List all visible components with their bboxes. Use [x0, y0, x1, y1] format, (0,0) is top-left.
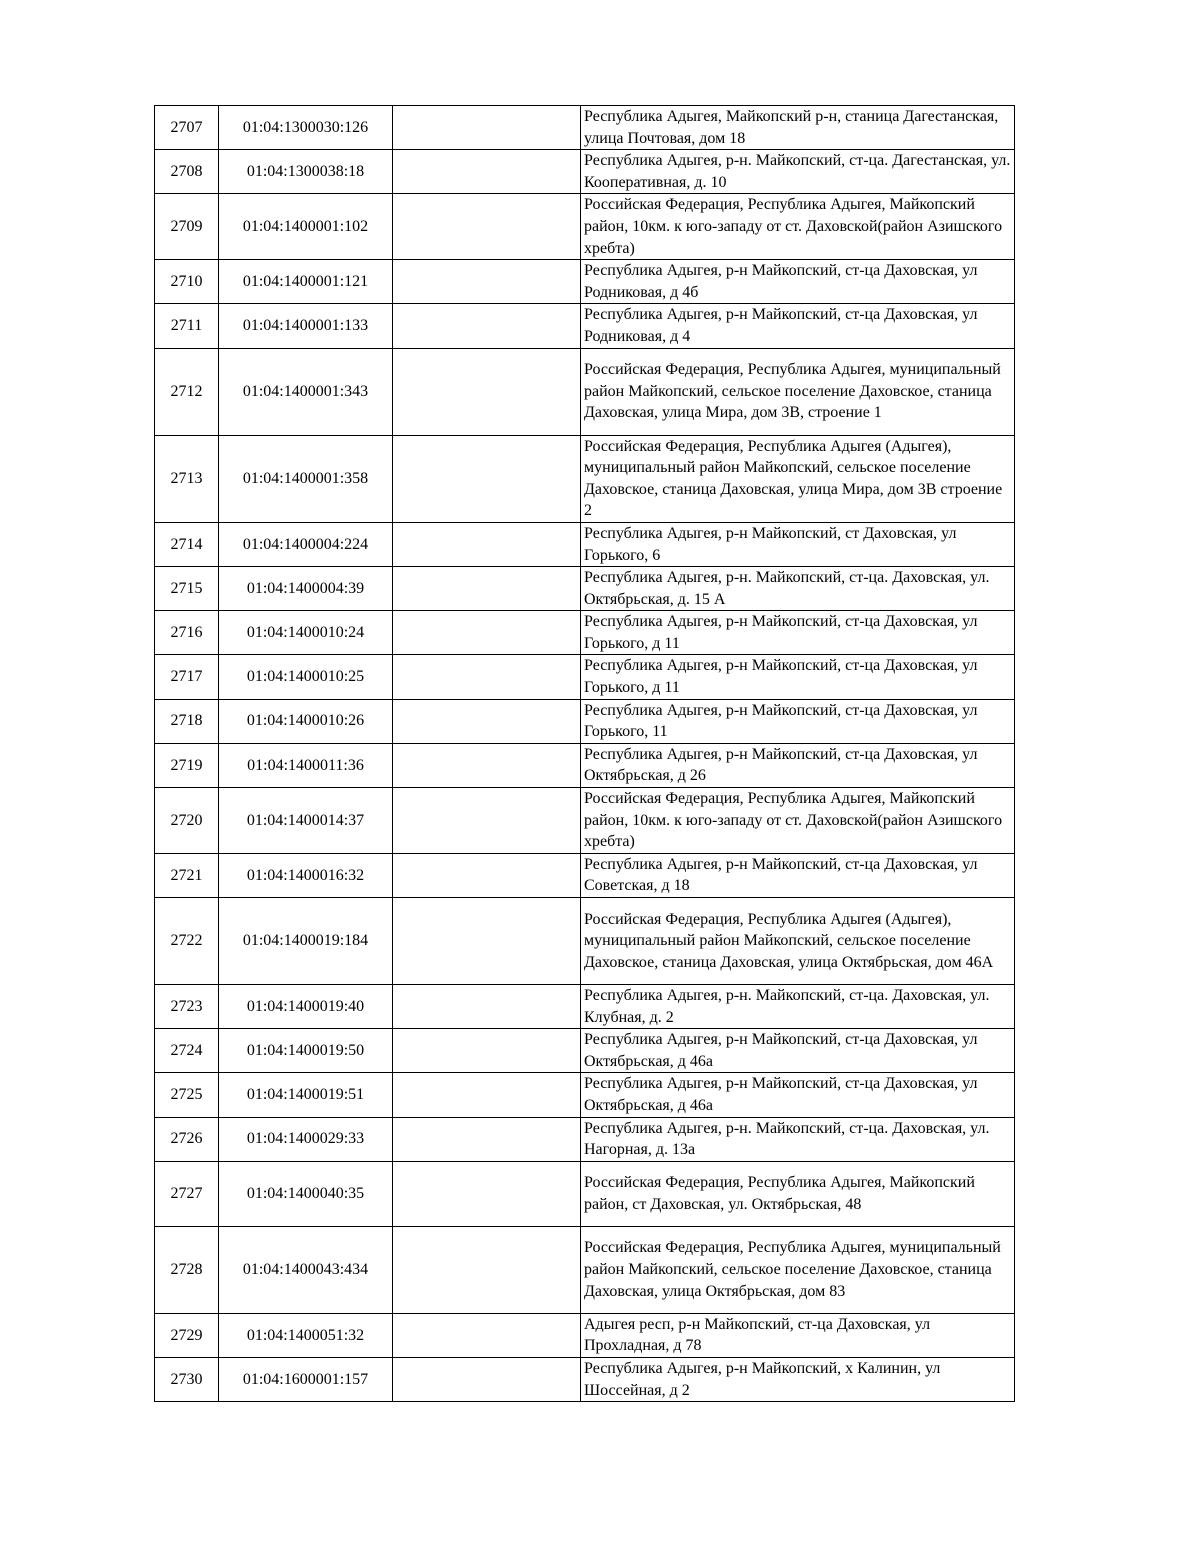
table-row [155, 788, 1015, 854]
cadastral-number-cell: 01:04:1400010:24 [219, 611, 393, 655]
empty-cell [393, 150, 581, 194]
table-row [155, 1073, 1015, 1117]
empty-cell [393, 1161, 581, 1226]
table-row [155, 522, 1015, 566]
row-number-cell: 2726 [155, 1117, 219, 1161]
empty-cell [393, 1226, 581, 1313]
cadastral-number-cell: 01:04:1400010:26 [219, 699, 393, 743]
empty-cell [393, 898, 581, 985]
table-row [155, 304, 1015, 348]
address-text: Республика Адыгея, р-н Майкопский, ст-ца Даховская, ул Родниковая, д 4 [584, 306, 978, 345]
table-row [155, 1226, 1015, 1313]
empty-cell [393, 194, 581, 260]
row-number-cell: 2725 [155, 1073, 219, 1117]
address-cell [581, 611, 1015, 655]
row-number-cell: 2709 [155, 194, 219, 260]
empty-cell [393, 788, 581, 854]
cadastral-number-cell: 01:04:1400040:35 [219, 1161, 393, 1226]
row-number-cell: 2721 [155, 853, 219, 897]
address-cell [581, 1117, 1015, 1161]
table-row [155, 743, 1015, 787]
cadastral-number-cell: 01:04:1400010:25 [219, 655, 393, 699]
address-text: Российская Федерация, Республика Адыгея (Адыгея), муниципальный район Майкопский, сельское поселение Даховское, станица Даховская, улица Октябрьская, дом 46А [584, 910, 994, 971]
address-text: Республика Адыгея, р-н Майкопский, ст-ца Даховская, ул Родниковая, д 4б [584, 262, 978, 301]
cadastral-number-cell: 01:04:1400004:224 [219, 522, 393, 566]
address-cell [581, 853, 1015, 897]
row-number-cell: 2724 [155, 1029, 219, 1073]
address-cell [581, 150, 1015, 194]
address-cell [581, 699, 1015, 743]
row-number-cell: 2719 [155, 743, 219, 787]
empty-cell [393, 567, 581, 611]
table-row [155, 985, 1015, 1029]
address-text: Республика Адыгея, р-н Майкопский, х Калинин, ул Шоссейная, д 2 [584, 1359, 941, 1399]
cadastral-number-cell: 01:04:1400019:40 [219, 985, 393, 1029]
cadastral-number-cell: 01:04:1400016:32 [219, 853, 393, 897]
table-row [155, 898, 1015, 985]
address-text: Республика Адыгея, р-н. Майкопский, ст-ца. Даховская, ул. Октябрьская, д. 15 А [584, 569, 990, 608]
table-row [155, 1357, 1015, 1401]
row-number-cell: 2718 [155, 699, 219, 743]
cadastral-number-cell: 01:04:1400011:36 [219, 743, 393, 787]
row-number-cell: 2714 [155, 522, 219, 566]
cadastral-number-cell: 01:04:1400014:37 [219, 788, 393, 854]
cadastral-number-cell: 01:04:1400001:343 [219, 348, 393, 435]
address-cell [581, 898, 1015, 985]
address-cell [581, 1073, 1015, 1117]
address-cell [581, 743, 1015, 787]
table-row [155, 348, 1015, 435]
address-cell [581, 194, 1015, 260]
address-cell [581, 304, 1015, 348]
empty-cell [393, 699, 581, 743]
cadastral-number-cell: 01:04:1400019:51 [219, 1073, 393, 1117]
address-text: Республика Адыгея, р-н. Майкопский, ст-ца. Дагестанская, ул. Кооперативная, д. 10 [584, 152, 1011, 191]
address-text: Республика Адыгея, р-н. Майкопский, ст-ца. Даховская, ул. Клубная, д. 2 [584, 987, 990, 1026]
empty-cell [393, 853, 581, 897]
cadastral-number-cell: 01:04:1400029:33 [219, 1117, 393, 1161]
row-number-cell: 2707 [155, 106, 219, 150]
row-number-cell: 2712 [155, 348, 219, 435]
cadastral-number-cell: 01:04:1400019:184 [219, 898, 393, 985]
address-cell [581, 1161, 1015, 1226]
table-row [155, 853, 1015, 897]
empty-cell [393, 348, 581, 435]
row-number-cell: 2729 [155, 1313, 219, 1357]
table-row [155, 435, 1015, 522]
cadastral-number-cell: 01:04:1400001:358 [219, 435, 393, 522]
cadastral-number-cell: 01:04:1400004:39 [219, 567, 393, 611]
empty-cell [393, 522, 581, 566]
address-text: Республика Адыгея, р-н Майкопский, ст-ца Даховская, ул Октябрьская, д 46а [584, 1075, 978, 1114]
address-text: Российская Федерация, Республика Адыгея (Адыгея), муниципальный район Майкопский, сельское поселение Даховское, станица Даховская, улица Мира, дом 3В строение 2 [584, 437, 1003, 520]
address-cell [581, 260, 1015, 304]
address-cell [581, 985, 1015, 1029]
cadastral-number-cell: 01:04:1400001:133 [219, 304, 393, 348]
empty-cell [393, 1117, 581, 1161]
table-row [155, 1161, 1015, 1226]
row-number-cell: 2730 [155, 1357, 219, 1401]
address-text: Российская Федерация, Республика Адыгея, муниципальный район Майкопский, сельское поселение Даховское, станица Даховская, улица Мира, дом 3В, строение 1 [584, 361, 1001, 422]
table-row [155, 260, 1015, 304]
cadastral-number-cell: 01:04:1400001:102 [219, 194, 393, 260]
address-text: Российская Федерация, Республика Адыгея, Майкопский район, 10км. к юго-западу от ст. Даховской(район Азишского хребта) [584, 196, 1003, 257]
address-cell [581, 348, 1015, 435]
row-number-cell: 2728 [155, 1226, 219, 1313]
address-cell [581, 1029, 1015, 1073]
address-cell [581, 655, 1015, 699]
row-number-cell: 2708 [155, 150, 219, 194]
row-number-cell: 2722 [155, 898, 219, 985]
empty-cell [393, 1073, 581, 1117]
row-number-cell: 2711 [155, 304, 219, 348]
cadastral-number-cell: 01:04:1400019:50 [219, 1029, 393, 1073]
address-cell [581, 106, 1015, 150]
address-text: Республика Адыгея, р-н Майкопский, ст-ца Даховская, ул Октябрьская, д 26 [584, 745, 978, 785]
cadastral-number-cell: 01:04:1400051:32 [219, 1313, 393, 1357]
address-text: Республика Адыгея, р-н Майкопский, ст-ца Даховская, ул Октябрьская, д 46а [584, 1031, 978, 1070]
table-row [155, 106, 1015, 150]
table-row [155, 655, 1015, 699]
row-number-cell: 2715 [155, 567, 219, 611]
address-cell [581, 1357, 1015, 1401]
address-text: Республика Адыгея, р-н Майкопский, ст-ца Даховская, ул Горького, 11 [584, 701, 978, 741]
table-row [155, 1029, 1015, 1073]
table-row [155, 699, 1015, 743]
empty-cell [393, 1313, 581, 1357]
address-cell [581, 522, 1015, 566]
address-text: Республика Адыгея, р-н Майкопский, ст Даховская, ул Горького, 6 [584, 524, 957, 564]
row-number-cell: 2710 [155, 260, 219, 304]
cadastral-number-cell: 01:04:1400043:434 [219, 1226, 393, 1313]
empty-cell [393, 435, 581, 522]
row-number-cell: 2716 [155, 611, 219, 655]
table-row [155, 150, 1015, 194]
empty-cell [393, 985, 581, 1029]
address-cell [581, 788, 1015, 854]
empty-cell [393, 260, 581, 304]
address-text: Российская Федерация, Республика Адыгея, Майкопский район, 10км. к юго-западу от ст. Даховской(район Азишского хребта) [584, 790, 1003, 851]
empty-cell [393, 106, 581, 150]
property-register-table [154, 105, 1015, 1402]
address-text: Республика Адыгея, р-н Майкопский, ст-ца Даховская, ул Советская, д 18 [584, 855, 978, 895]
empty-cell [393, 611, 581, 655]
empty-cell [393, 743, 581, 787]
row-number-cell: 2723 [155, 985, 219, 1029]
row-number-cell: 2727 [155, 1161, 219, 1226]
row-number-cell: 2713 [155, 435, 219, 522]
address-cell [581, 1226, 1015, 1313]
address-text: Адыгея респ, р-н Майкопский, ст-ца Даховская, ул Прохладная, д 78 [584, 1315, 931, 1355]
empty-cell [393, 1357, 581, 1401]
empty-cell [393, 304, 581, 348]
table-row [155, 194, 1015, 260]
address-text: Российская Федерация, Республика Адыгея, муниципальный район Майкопский, сельское поселение Даховское, станица Даховская, улица Октябрьская, дом 83 [584, 1239, 1001, 1300]
address-cell [581, 435, 1015, 522]
cadastral-number-cell: 01:04:1300030:126 [219, 106, 393, 150]
address-text: Республика Адыгея, р-н Майкопский, ст-ца Даховская, ул Горького, д 11 [584, 657, 978, 697]
cadastral-number-cell: 01:04:1600001:157 [219, 1357, 393, 1401]
table-row [155, 1117, 1015, 1161]
table-row [155, 567, 1015, 611]
address-text: Республика Адыгея, р-н Майкопский, ст-ца Даховская, ул Горького, д 11 [584, 613, 978, 652]
address-text: Республика Адыгея, Майкопский р-н, станица Дагестанская, улица Почтовая, дом 18 [584, 108, 999, 147]
table-row [155, 611, 1015, 655]
empty-cell [393, 1029, 581, 1073]
address-cell [581, 567, 1015, 611]
cadastral-number-cell: 01:04:1400001:121 [219, 260, 393, 304]
address-cell [581, 1313, 1015, 1357]
table-row [155, 1313, 1015, 1357]
cadastral-number-cell: 01:04:1300038:18 [219, 150, 393, 194]
table-body [155, 106, 1015, 1402]
address-text: Российская Федерация, Республика Адыгея, Майкопский район, ст Даховская, ул. Октябрьская, 48 [584, 1174, 975, 1213]
empty-cell [393, 655, 581, 699]
row-number-cell: 2717 [155, 655, 219, 699]
row-number-cell: 2720 [155, 788, 219, 854]
address-text: Республика Адыгея, р-н. Майкопский, ст-ца. Даховская, ул. Нагорная, д. 13а [584, 1119, 990, 1159]
